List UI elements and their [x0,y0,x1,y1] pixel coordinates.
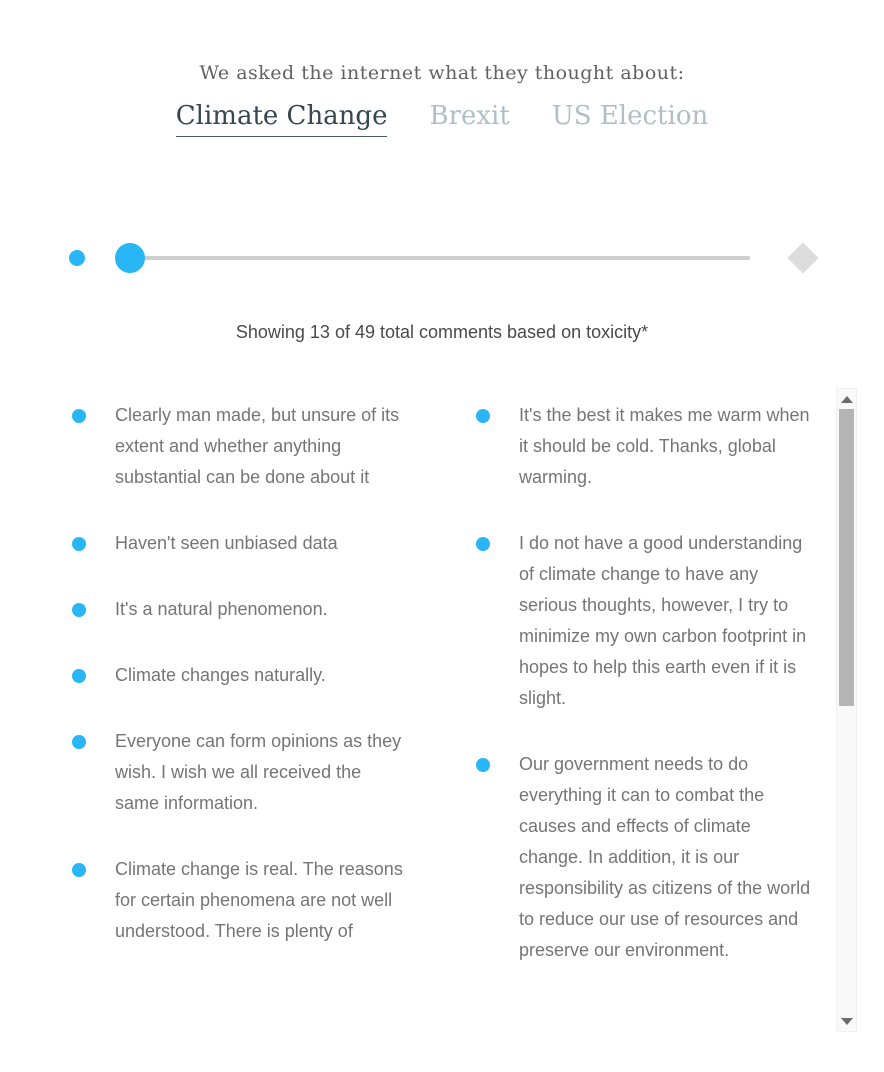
comments-column-right [476,400,816,1001]
comment-text: It's the best it makes me warm when it should be cold. Thanks, global warming. [519,405,810,487]
comment-item [72,528,412,559]
slider-max-diamond-icon[interactable] [787,242,818,273]
comment-item [476,528,816,714]
scrollbar-up-button[interactable] [837,389,856,409]
comment-bullet-icon [72,603,86,617]
comment-item [72,594,412,625]
comment-bullet-icon [72,669,86,683]
comment-text: Climate changes naturally. [115,665,326,685]
comment-bullet-icon [72,863,86,877]
tab-climate-change[interactable]: Climate Change [176,101,388,137]
comments-column-left [72,400,412,1001]
comment-text: Our government needs to do everything it can to combat the causes and effects of climate change. In addition, it is our responsibility as citizens of the world to reduce our use of resources and preserve our environment. [519,754,811,960]
comment-text: Climate change is real. The reasons for certain phenomena are not well understood. There is plenty of [115,859,403,941]
comment-bullet-icon [72,537,86,551]
comment-item [476,400,816,493]
comment-text: Haven't seen unbiased data [115,533,338,553]
comment-text: It's a natural phenomenon. [115,599,328,619]
triangle-down-icon [841,1018,853,1025]
comment-item [476,749,816,966]
comment-item [72,854,412,947]
comment-bullet-icon [72,409,86,423]
tab-us-election[interactable]: US Election [551,101,709,131]
comments-scroll-container [60,388,857,1032]
topic-tabs [0,101,884,137]
slider-track[interactable] [116,256,750,260]
page-title: We asked the internet what they thought about: [199,62,685,84]
comments-columns [60,388,857,1001]
slider-handle[interactable] [115,243,145,273]
comment-bullet-icon [476,758,490,772]
comment-item [72,726,412,819]
comment-item [72,400,412,493]
comment-bullet-icon [476,537,490,551]
comment-bullet-icon [476,409,490,423]
comment-text: Everyone can form opinions as they wish. I wish we all received the same information. [115,731,402,813]
comment-bullet-icon [72,735,86,749]
scrollbar-thumb[interactable] [839,409,854,706]
triangle-up-icon [841,396,853,403]
scrollbar-track[interactable] [836,388,857,1032]
scrollbar-down-button[interactable] [837,1011,856,1031]
comments-count-status: Showing 13 of 49 total comments based on toxicity* [235,322,649,342]
tab-brexit[interactable]: Brexit [429,101,510,131]
comment-item [72,660,412,691]
slider-min-dot-icon [69,250,85,266]
comment-text: Clearly man made, but unsure of its extent and whether anything substantial can be done about it [115,405,400,487]
comment-text: I do not have a good understanding of climate change to have any serious thoughts, however, I try to minimize my own carbon footprint in hopes to help this earth even if it is slight. [519,533,807,708]
